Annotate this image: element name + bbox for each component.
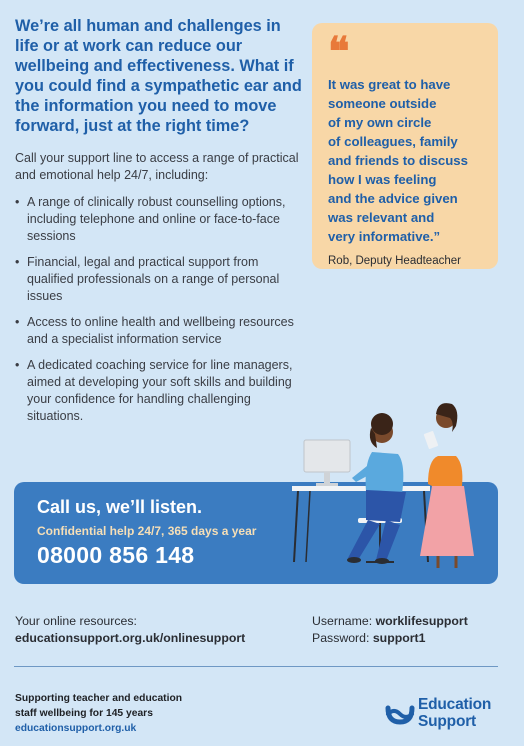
password-value: support1 <box>372 631 426 645</box>
list-item: • Access to online health and wellbeing resources and a specialist information service <box>15 315 294 346</box>
quote-icon: ❝ <box>328 28 350 75</box>
resources-label: Your online resources: <box>15 614 137 628</box>
list-item: • A range of clinically robust counselling options, including telephone and online or face-to-face sessions <box>15 195 286 243</box>
lead-paragraph: Call your support line to access a range of practical and emotional help 24/7, including: <box>15 151 299 182</box>
testimonial-text: It was great to have someone outside of my own circle of colleagues, family and friends to discuss how I was feeling and the advice given was relevant and very informative.” <box>328 77 468 244</box>
list-item: • Financial, legal and practical support from qualified professionals on a range of personal issues <box>15 255 280 303</box>
testimonial-card <box>312 23 498 269</box>
password-label: Password: <box>312 631 370 645</box>
divider <box>14 666 498 667</box>
benefits-list <box>15 194 307 434</box>
footer-tagline: Supporting teacher and education staff wellbeing for 145 years educationsupport.org.uk <box>15 693 183 734</box>
brand-name: Education Support <box>418 696 492 730</box>
username-label: Username: <box>312 614 373 628</box>
office-illustration <box>288 392 488 570</box>
testimonial-author: Rob, Deputy Headteacher <box>328 255 461 267</box>
login-credentials <box>312 613 468 647</box>
footer-site-link[interactable]: educationsupport.org.uk <box>15 723 137 734</box>
wave-logo-icon <box>385 700 415 730</box>
list-item: • A dedicated coaching service for line managers, aimed at developing your soft skills and building your confidence for handling challenging situations. <box>15 358 293 423</box>
resources-link[interactable]: educationsupport.org.uk/onlinesupport <box>15 631 246 645</box>
username-value: worklifesupport <box>375 614 468 628</box>
call-title: Call us, we’ll listen. <box>37 497 203 517</box>
brand-logo <box>385 696 500 734</box>
call-subtitle: Confidential help 24/7, 365 days a year <box>37 524 257 538</box>
online-resources <box>15 613 245 647</box>
phone-number[interactable]: 08000 856 148 <box>37 542 195 568</box>
intro-heading: We’re all human and challenges in life or at work can reduce our wellbeing and effectiveness. What if you could find a sympathetic ear and the information you need to move forward, just at the right time? <box>15 17 302 135</box>
